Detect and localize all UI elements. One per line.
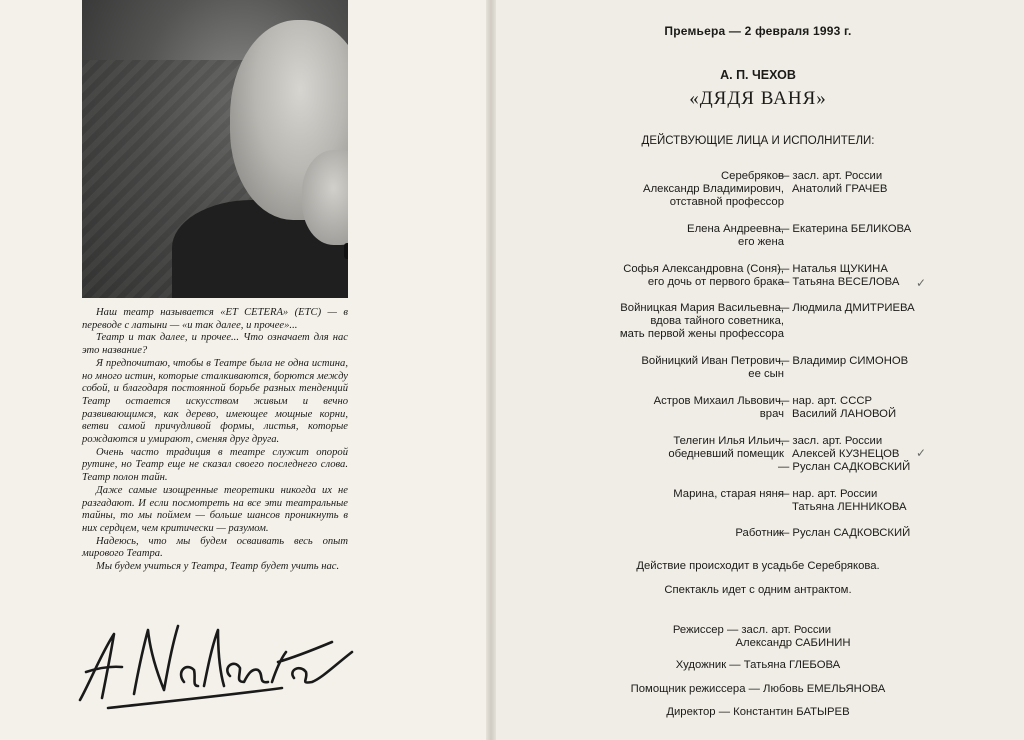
cast-performers	[778, 355, 968, 368]
premiere-date: Премьера — 2 февраля 1993 г.	[664, 24, 852, 38]
performer-line: Алексей КУЗНЕЦОВ	[792, 448, 900, 460]
cast-role	[554, 395, 784, 421]
cast-performers	[778, 170, 968, 196]
role-line: его жена	[738, 236, 784, 248]
handwritten-signature	[72, 612, 362, 712]
crew-director	[492, 624, 1024, 650]
photo-watch	[344, 243, 348, 259]
intro-paragraph: Наш театр называется «ET CETERA» (ETC) — в переводе с латыни — «и так далее, и прочее»...	[82, 307, 348, 331]
role-line: вдова тайного советника,	[650, 315, 784, 327]
performer-line: — Наталья ЩУКИНА	[778, 263, 888, 275]
role-line: Марина, старая няня	[673, 488, 784, 500]
cast-role	[554, 527, 784, 540]
role-line: мать первой жены профессора	[619, 328, 784, 340]
cast-role	[554, 223, 784, 249]
intermission-note: Спектакль идет с одним антрактом.	[664, 584, 852, 596]
cast-role	[554, 355, 784, 381]
performer-line: — Екатерина БЕЛИКОВА	[778, 223, 912, 235]
role-line: ее сын	[748, 368, 784, 380]
crew-designer: Художник — Татьяна ГЛЕБОВА	[675, 659, 841, 671]
role-line: Работник	[735, 527, 784, 539]
crew-manager: Директор — Константин БАТЫРЕВ	[666, 706, 850, 718]
role-line: Телегин Илья Ильич,	[673, 435, 784, 447]
performer-line: — Руслан САДКОВСКИЙ	[778, 461, 911, 473]
cast-performers	[778, 395, 968, 421]
cast-role	[554, 302, 784, 341]
cast-performers	[778, 527, 968, 540]
performer-line: Василий ЛАНОВОЙ	[792, 408, 897, 420]
cast-performers	[778, 263, 968, 289]
cast-performers	[778, 435, 968, 474]
intro-paragraph: Театр и так далее, и прочее... Что означает для нас это название?	[82, 332, 348, 357]
cast-performers	[778, 223, 968, 236]
performer-line: — Руслан САДКОВСКИЙ	[778, 527, 911, 539]
performer-line: Татьяна ЛЕННИКОВА	[792, 501, 907, 513]
setting-note: Действие происходит в усадьбе Серебрякова.	[636, 560, 880, 572]
cast-performers	[778, 302, 968, 315]
pencil-check-mark: ✓	[916, 276, 927, 290]
intro-paragraph: Очень часто традиция в театре служит опорой рутине, но Театр еще не сказал своего последнего слова. Театр полон тайн.	[82, 446, 348, 484]
intro-paragraph: Надеюсь, что мы будем осваивать весь опыт мирового Театра.	[82, 535, 348, 560]
intro-text	[82, 307, 348, 574]
author-name: А. П. ЧЕХОВ	[720, 68, 796, 82]
play-title: «ДЯДЯ ВАНЯ»	[689, 88, 827, 109]
pencil-check-mark: ✓	[916, 446, 927, 460]
performer-line: — Татьяна ВЕСЕЛОВА	[778, 276, 900, 288]
role-line: Софья Александровна (Соня),	[623, 263, 784, 275]
performer-line: Анатолий ГРАЧЕВ	[792, 183, 888, 195]
cast-role	[554, 263, 784, 289]
performer-line: — Владимир СИМОНОВ	[778, 355, 909, 367]
crew-line: Режиссер — засл. арт. России	[672, 624, 832, 636]
portrait-photo	[82, 0, 348, 298]
crew-assistant: Помощник режиссера — Любовь ЕМЕЛЬЯНОВА	[630, 683, 886, 695]
performer-line: — нар. арт. России	[778, 488, 878, 500]
role-line: Войницкая Мария Васильевна,	[620, 302, 784, 314]
performer-line: — засл. арт. России	[778, 170, 883, 182]
intro-paragraph: Даже самые изощренные теоретики никогда их не разгадают. И если посмотреть на все эти театральные тайны, то мы поймем — больше шансов проникнуть в них сердцем, чем критически — разумом.	[82, 484, 348, 534]
role-line: Елена Андреевна,	[687, 223, 784, 235]
role-line: Астров Михаил Львович,	[653, 395, 784, 407]
cast-role	[554, 488, 784, 501]
intro-paragraph: Мы будем учиться у Театра, Театр будет учить нас.	[96, 561, 340, 573]
role-line: отставной профессор	[669, 196, 784, 208]
role-line: обедневший помещик	[668, 448, 784, 460]
role-line: Войницкий Иван Петрович,	[641, 355, 784, 367]
role-line: Александр Владимирович,	[643, 183, 784, 195]
role-line: врач	[759, 408, 784, 420]
performer-line: — Людмила ДМИТРИЕВА	[778, 302, 915, 314]
performer-line: — засл. арт. России	[778, 435, 883, 447]
intro-paragraph: Я предпочитаю, чтобы в Театре была не одна истина, но много истин, которые сталкиваются, борются между собой, и благодаря постоянной борьбе разных тенденций Театр остается искусством живым и вечно развивающимся, как дерево, имеющее мощные корни, ветви самой причудливой формы, листья, которые рождаются и умирают, сменяя друг друга.	[82, 357, 348, 446]
cast-role	[554, 170, 784, 209]
role-line: Серебряков	[721, 170, 784, 182]
cast-role	[554, 435, 784, 461]
cast-heading: ДЕЙСТВУЮЩИЕ ЛИЦА И ИСПОЛНИТЕЛИ:	[641, 135, 875, 147]
crew-line: Александр САБИНИН	[735, 637, 851, 649]
role-line: его дочь от первого брака	[647, 276, 784, 288]
performer-line: — нар. арт. СССР	[778, 395, 873, 407]
cast-performers	[778, 488, 968, 514]
